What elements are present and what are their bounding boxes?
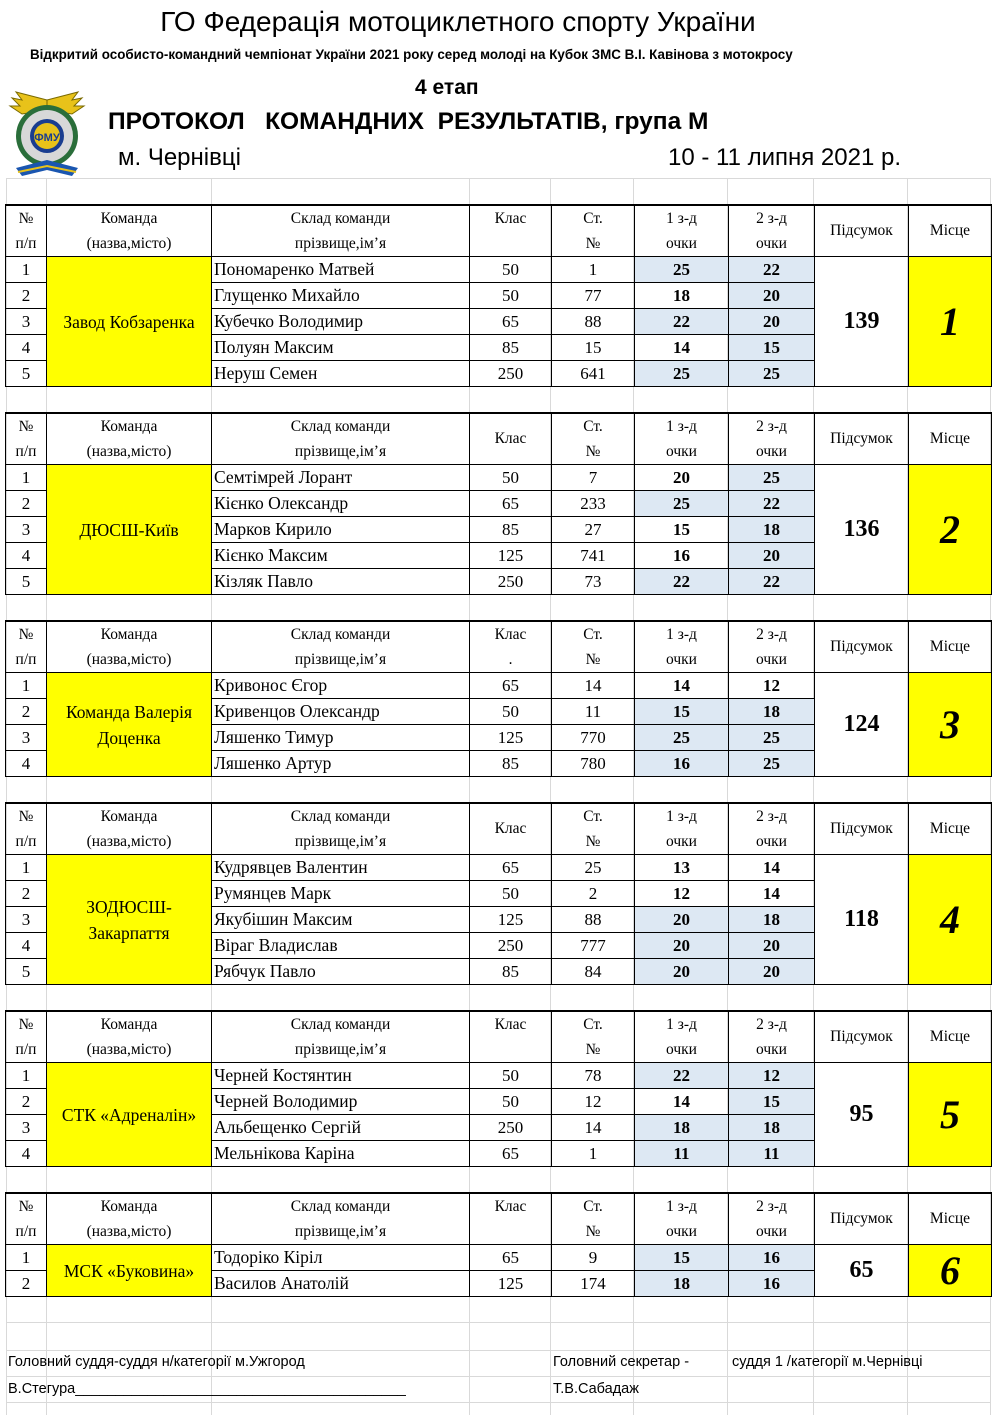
rider-name: Черней Костянтин xyxy=(212,1063,470,1089)
rider-name: Ляшенко Артур xyxy=(212,751,470,777)
rider-name: Семтімрей Лорант xyxy=(212,465,470,491)
race1-points: 22 xyxy=(635,309,729,335)
rider-class: 250 xyxy=(470,361,552,387)
col-header-class-sub xyxy=(470,231,552,257)
start-number: 174 xyxy=(552,1271,635,1297)
col-header-total: Підсумок xyxy=(815,803,909,855)
rider-class: 65 xyxy=(470,673,552,699)
race2-points: 25 xyxy=(729,361,815,387)
rider-number: 3 xyxy=(6,725,47,751)
race1-points: 22 xyxy=(635,1063,729,1089)
col-header-start: Ст. xyxy=(552,621,635,647)
col-header-class-sub xyxy=(470,1037,552,1063)
team-total: 139 xyxy=(815,257,909,387)
col-header-num-sub: п/п xyxy=(6,231,47,257)
col-header-race1-sub: очки xyxy=(635,1219,729,1245)
col-header-roster-sub: прізвище,ім’я xyxy=(212,1219,470,1245)
rider-number: 1 xyxy=(6,465,47,491)
race1-points: 14 xyxy=(635,1089,729,1115)
rider-class: 50 xyxy=(470,465,552,491)
col-header-roster: Склад команди xyxy=(212,1011,470,1037)
col-header-team: Команда xyxy=(47,205,212,231)
rider-class: 65 xyxy=(470,309,552,335)
col-header-roster: Склад команди xyxy=(212,413,470,439)
team-place: 3 xyxy=(909,673,992,777)
race1-points: 18 xyxy=(635,1115,729,1141)
race2-points: 22 xyxy=(729,491,815,517)
race2-points: 20 xyxy=(729,933,815,959)
rider-number: 4 xyxy=(6,335,47,361)
race2-points: 25 xyxy=(729,751,815,777)
rider-name: Кубечко Володимир xyxy=(212,309,470,335)
race1-points: 20 xyxy=(635,465,729,491)
start-number: 1 xyxy=(552,257,635,283)
rider-class: 125 xyxy=(470,907,552,933)
col-header-race1: 1 з-д xyxy=(635,1011,729,1037)
race1-points: 20 xyxy=(635,959,729,985)
race2-points: 18 xyxy=(729,907,815,933)
start-number: 777 xyxy=(552,933,635,959)
col-header-class-sub xyxy=(470,1219,552,1245)
team-place: 2 xyxy=(909,465,992,595)
rider-name: Неруш Семен xyxy=(212,361,470,387)
table-row xyxy=(6,1245,992,1271)
col-header-num: № xyxy=(6,413,47,439)
col-header-race2: 2 з-д xyxy=(729,1193,815,1219)
grid-line xyxy=(6,1350,990,1351)
col-header-start-sub: № xyxy=(552,231,635,257)
col-header-race1: 1 з-д xyxy=(635,413,729,439)
grid-line xyxy=(6,1376,990,1377)
start-number: 2 xyxy=(552,881,635,907)
rider-name: Глущенко Михайло xyxy=(212,283,470,309)
rider-name: Черней Володимир xyxy=(212,1089,470,1115)
col-header-race2-sub: очки xyxy=(729,439,815,465)
event-date: 10 - 11 липня 2021 р. xyxy=(668,144,902,171)
col-header-start-sub: № xyxy=(552,647,635,673)
rider-class: 250 xyxy=(470,569,552,595)
col-header-class: Клас xyxy=(470,1011,552,1037)
race2-points: 20 xyxy=(729,283,815,309)
rider-class: 85 xyxy=(470,959,552,985)
rider-class: 65 xyxy=(470,1141,552,1167)
col-header-race1: 1 з-д xyxy=(635,803,729,829)
org-title: ГО Федерація мотоциклетного спорту України xyxy=(160,6,756,37)
start-number: 27 xyxy=(552,517,635,543)
col-header-race1-sub: очки xyxy=(635,647,729,673)
col-header-team-sub: (назва,місто) xyxy=(47,1219,212,1245)
col-header-race1-sub: очки xyxy=(635,1037,729,1063)
col-header-race1: 1 з-д xyxy=(635,205,729,231)
col-header-race2: 2 з-д xyxy=(729,803,815,829)
rider-class: 85 xyxy=(470,517,552,543)
rider-class: 65 xyxy=(470,855,552,881)
col-header-start: Ст. xyxy=(552,803,635,829)
table-row xyxy=(6,855,992,881)
col-header-start: Ст. xyxy=(552,1193,635,1219)
rider-class: 50 xyxy=(470,257,552,283)
team-name: СТК «Адреналін» xyxy=(47,1063,212,1167)
race1-points: 16 xyxy=(635,751,729,777)
rider-name: Пономаренко Матвей xyxy=(212,257,470,283)
race2-points: 18 xyxy=(729,1115,815,1141)
col-header-race2-sub: очки xyxy=(729,1219,815,1245)
race1-points: 25 xyxy=(635,257,729,283)
rider-class: 125 xyxy=(470,725,552,751)
col-header-total: Підсумок xyxy=(815,413,909,465)
start-number: 641 xyxy=(552,361,635,387)
team-name: ДЮСШ-Київ xyxy=(47,465,212,595)
col-header-team: Команда xyxy=(47,803,212,829)
col-header-race2: 2 з-д xyxy=(729,621,815,647)
start-number: 780 xyxy=(552,751,635,777)
race2-points: 15 xyxy=(729,335,815,361)
rider-number: 3 xyxy=(6,907,47,933)
start-number: 741 xyxy=(552,543,635,569)
team-table xyxy=(5,1192,992,1297)
col-header-race1-sub: очки xyxy=(635,231,729,257)
team-place: 5 xyxy=(909,1063,992,1167)
team-total: 95 xyxy=(815,1063,909,1167)
col-header-num: № xyxy=(6,205,47,231)
col-header-team-sub: (назва,місто) xyxy=(47,647,212,673)
team-table xyxy=(5,1010,992,1167)
race2-points: 22 xyxy=(729,257,815,283)
rider-name: Румянцев Марк xyxy=(212,881,470,907)
col-header-num: № xyxy=(6,1193,47,1219)
race2-points: 18 xyxy=(729,517,815,543)
col-header-race2: 2 з-д xyxy=(729,413,815,439)
race1-points: 20 xyxy=(635,907,729,933)
start-number: 88 xyxy=(552,907,635,933)
col-header-team: Команда xyxy=(47,621,212,647)
col-header-num-sub: п/п xyxy=(6,1037,47,1063)
rider-number: 4 xyxy=(6,543,47,569)
championship-title: Відкритий особисто-командний чемпіонат України 2021 року серед молоді на Кубок ЗМС В.І. Кавінова з мотокросу xyxy=(30,47,793,62)
col-header-roster-sub: прізвище,ім’я xyxy=(212,1037,470,1063)
rider-name: Кієнко Олександр xyxy=(212,491,470,517)
race1-points: 22 xyxy=(635,569,729,595)
race1-points: 25 xyxy=(635,491,729,517)
team-place: 6 xyxy=(909,1245,992,1297)
rider-name: Кривенцов Олександр xyxy=(212,699,470,725)
race2-points: 12 xyxy=(729,1063,815,1089)
rider-name: Альбещенко Сергій xyxy=(212,1115,470,1141)
rider-name: Кудрявцев Валентин xyxy=(212,855,470,881)
col-header-place: Місце xyxy=(909,1011,992,1063)
col-header-class: Клас xyxy=(470,205,552,231)
col-header-start-sub: № xyxy=(552,439,635,465)
race2-points: 14 xyxy=(729,881,815,907)
col-header-num-sub: п/п xyxy=(6,1219,47,1245)
rider-class: 85 xyxy=(470,751,552,777)
start-number: 11 xyxy=(552,699,635,725)
col-header-num: № xyxy=(6,1011,47,1037)
rider-name: Марков Кирило xyxy=(212,517,470,543)
col-header-start-sub: № xyxy=(552,1037,635,1063)
rider-number: 1 xyxy=(6,1063,47,1089)
race2-points: 15 xyxy=(729,1089,815,1115)
col-header-race1: 1 з-д xyxy=(635,1193,729,1219)
start-number: 88 xyxy=(552,309,635,335)
rider-class: 250 xyxy=(470,1115,552,1141)
race1-points: 25 xyxy=(635,725,729,751)
start-number: 84 xyxy=(552,959,635,985)
team-total: 118 xyxy=(815,855,909,985)
rider-name: Полуян Максим xyxy=(212,335,470,361)
rider-class: 50 xyxy=(470,699,552,725)
rider-class: 250 xyxy=(470,933,552,959)
col-header-roster: Склад команди xyxy=(212,1193,470,1219)
rider-number: 2 xyxy=(6,283,47,309)
col-header-start: Ст. xyxy=(552,1011,635,1037)
race1-points: 12 xyxy=(635,881,729,907)
col-header-race2-sub: очки xyxy=(729,231,815,257)
race2-points: 20 xyxy=(729,309,815,335)
rider-number: 2 xyxy=(6,699,47,725)
rider-class: 50 xyxy=(470,1063,552,1089)
table-row xyxy=(6,673,992,699)
team-table xyxy=(5,204,992,387)
rider-name: Тодоріко Кіріл xyxy=(212,1245,470,1271)
col-header-num-sub: п/п xyxy=(6,647,47,673)
col-header-start: Ст. xyxy=(552,205,635,231)
protocol-title: ПРОТОКОЛ КОМАНДНИХ РЕЗУЛЬТАТІВ, група М xyxy=(108,108,709,135)
stage-label: 4 етап xyxy=(415,76,479,99)
event-city: м. Чернівці xyxy=(118,144,241,171)
col-header-num-sub: п/п xyxy=(6,829,47,855)
rider-number: 5 xyxy=(6,569,47,595)
race1-points: 20 xyxy=(635,933,729,959)
rider-number: 3 xyxy=(6,309,47,335)
race1-points: 15 xyxy=(635,1245,729,1271)
col-header-race2: 2 з-д xyxy=(729,1011,815,1037)
col-header-total: Підсумок xyxy=(815,205,909,257)
race2-points: 25 xyxy=(729,725,815,751)
col-header-team: Команда xyxy=(47,1011,212,1037)
secretary-category: суддя 1 /категорії м.Чернівці xyxy=(732,1354,923,1370)
col-header-race2-sub: очки xyxy=(729,647,815,673)
col-header-total: Підсумок xyxy=(815,1011,909,1063)
rider-number: 1 xyxy=(6,673,47,699)
start-number: 73 xyxy=(552,569,635,595)
secretary-label: Головний секретар - xyxy=(553,1354,690,1370)
col-header-team-sub: (назва,місто) xyxy=(47,1037,212,1063)
team-name: Команда Валерія Доценка xyxy=(47,673,212,777)
race1-points: 15 xyxy=(635,517,729,543)
rider-number: 3 xyxy=(6,517,47,543)
start-number: 15 xyxy=(552,335,635,361)
chief-judge-label: Головний суддя-суддя н/категорії м.Ужгород xyxy=(8,1354,305,1370)
col-header-roster: Склад команди xyxy=(212,621,470,647)
col-header-race2: 2 з-д xyxy=(729,205,815,231)
start-number: 233 xyxy=(552,491,635,517)
col-header-place: Місце xyxy=(909,205,992,257)
col-header-num: № xyxy=(6,803,47,829)
race2-points: 16 xyxy=(729,1245,815,1271)
team-total: 136 xyxy=(815,465,909,595)
col-header-class-sub: . xyxy=(470,647,552,673)
col-header-team-sub: (назва,місто) xyxy=(47,439,212,465)
race2-points: 22 xyxy=(729,569,815,595)
col-header-team-sub: (назва,місто) xyxy=(47,231,212,257)
team-name: МСК «Буковина» xyxy=(47,1245,212,1297)
team-total: 124 xyxy=(815,673,909,777)
col-header-class: Клас xyxy=(470,413,552,465)
race1-points: 14 xyxy=(635,335,729,361)
col-header-place: Місце xyxy=(909,803,992,855)
start-number: 1 xyxy=(552,1141,635,1167)
col-header-num-sub: п/п xyxy=(6,439,47,465)
logo-text: ФМУ xyxy=(34,132,60,144)
rider-class: 50 xyxy=(470,1089,552,1115)
start-number: 770 xyxy=(552,725,635,751)
race1-points: 18 xyxy=(635,1271,729,1297)
col-header-place: Місце xyxy=(909,1193,992,1245)
team-place: 4 xyxy=(909,855,992,985)
rider-class: 65 xyxy=(470,491,552,517)
rider-number: 1 xyxy=(6,1245,47,1271)
col-header-total: Підсумок xyxy=(815,1193,909,1245)
col-header-roster-sub: прізвище,ім’я xyxy=(212,439,470,465)
race2-points: 12 xyxy=(729,673,815,699)
rider-name: Кієнко Максим xyxy=(212,543,470,569)
rider-number: 5 xyxy=(6,959,47,985)
start-number: 12 xyxy=(552,1089,635,1115)
col-header-place: Місце xyxy=(909,413,992,465)
race1-points: 13 xyxy=(635,855,729,881)
rider-number: 4 xyxy=(6,1141,47,1167)
col-header-race2-sub: очки xyxy=(729,829,815,855)
race1-points: 11 xyxy=(635,1141,729,1167)
col-header-start: Ст. xyxy=(552,413,635,439)
team-table xyxy=(5,412,992,595)
race2-points: 14 xyxy=(729,855,815,881)
rider-number: 2 xyxy=(6,1271,47,1297)
col-header-race1-sub: очки xyxy=(635,439,729,465)
rider-number: 5 xyxy=(6,361,47,387)
col-header-roster-sub: прізвище,ім’я xyxy=(212,231,470,257)
rider-class: 65 xyxy=(470,1245,552,1271)
col-header-roster: Склад команди xyxy=(212,803,470,829)
team-table xyxy=(5,802,992,985)
col-header-team: Команда xyxy=(47,1193,212,1219)
rider-number: 2 xyxy=(6,881,47,907)
table-row xyxy=(6,465,992,491)
grid-line xyxy=(6,178,990,179)
rider-class: 85 xyxy=(470,335,552,361)
col-header-num: № xyxy=(6,621,47,647)
rider-number: 2 xyxy=(6,1089,47,1115)
race1-points: 16 xyxy=(635,543,729,569)
rider-number: 3 xyxy=(6,1115,47,1141)
rider-name: Рябчук Павло xyxy=(212,959,470,985)
col-header-class: Клас xyxy=(470,621,552,647)
race2-points: 25 xyxy=(729,465,815,491)
rider-name: Кізляк Павло xyxy=(212,569,470,595)
rider-name: Ляшенко Тимур xyxy=(212,725,470,751)
rider-class: 50 xyxy=(470,881,552,907)
federation-logo xyxy=(8,86,86,178)
team-table xyxy=(5,620,992,777)
col-header-total: Підсумок xyxy=(815,621,909,673)
rider-class: 50 xyxy=(470,283,552,309)
race1-points: 18 xyxy=(635,283,729,309)
start-number: 78 xyxy=(552,1063,635,1089)
col-header-team: Команда xyxy=(47,413,212,439)
team-name: Завод Кобзаренка xyxy=(47,257,212,387)
col-header-class: Клас xyxy=(470,803,552,855)
rider-name: Кривонос Єгор xyxy=(212,673,470,699)
race2-points: 11 xyxy=(729,1141,815,1167)
rider-number: 2 xyxy=(6,491,47,517)
rider-class: 125 xyxy=(470,1271,552,1297)
team-total: 65 xyxy=(815,1245,909,1297)
col-header-race2-sub: очки xyxy=(729,1037,815,1063)
chief-judge-signature: В.Стегура_________________________________________ xyxy=(8,1381,406,1397)
race2-points: 20 xyxy=(729,959,815,985)
col-header-start-sub: № xyxy=(552,829,635,855)
col-header-roster: Склад команди xyxy=(212,205,470,231)
table-row xyxy=(6,1063,992,1089)
col-header-roster-sub: прізвище,ім’я xyxy=(212,829,470,855)
start-number: 14 xyxy=(552,1115,635,1141)
race2-points: 20 xyxy=(729,543,815,569)
rider-number: 1 xyxy=(6,855,47,881)
rider-number: 4 xyxy=(6,751,47,777)
col-header-race1-sub: очки xyxy=(635,829,729,855)
race1-points: 15 xyxy=(635,699,729,725)
team-name: ЗОДЮСШ-Закарпаття xyxy=(47,855,212,985)
start-number: 7 xyxy=(552,465,635,491)
secretary-signature: Т.В.Сабадаж xyxy=(553,1381,639,1397)
start-number: 25 xyxy=(552,855,635,881)
team-place: 1 xyxy=(909,257,992,387)
race1-points: 25 xyxy=(635,361,729,387)
grid-line xyxy=(6,1322,990,1323)
rider-number: 4 xyxy=(6,933,47,959)
rider-name: Віраг Владислав xyxy=(212,933,470,959)
race2-points: 16 xyxy=(729,1271,815,1297)
col-header-race1: 1 з-д xyxy=(635,621,729,647)
start-number: 14 xyxy=(552,673,635,699)
start-number: 9 xyxy=(552,1245,635,1271)
table-row xyxy=(6,257,992,283)
col-header-class: Клас xyxy=(470,1193,552,1219)
race1-points: 14 xyxy=(635,673,729,699)
rider-name: Мельнікова Каріна xyxy=(212,1141,470,1167)
grid-line xyxy=(6,1402,990,1403)
rider-class: 125 xyxy=(470,543,552,569)
start-number: 77 xyxy=(552,283,635,309)
race2-points: 18 xyxy=(729,699,815,725)
col-header-start-sub: № xyxy=(552,1219,635,1245)
rider-name: Василов Анатолій xyxy=(212,1271,470,1297)
rider-number: 1 xyxy=(6,257,47,283)
col-header-place: Місце xyxy=(909,621,992,673)
rider-name: Якубішин Максим xyxy=(212,907,470,933)
col-header-team-sub: (назва,місто) xyxy=(47,829,212,855)
col-header-roster-sub: прізвище,ім’я xyxy=(212,647,470,673)
